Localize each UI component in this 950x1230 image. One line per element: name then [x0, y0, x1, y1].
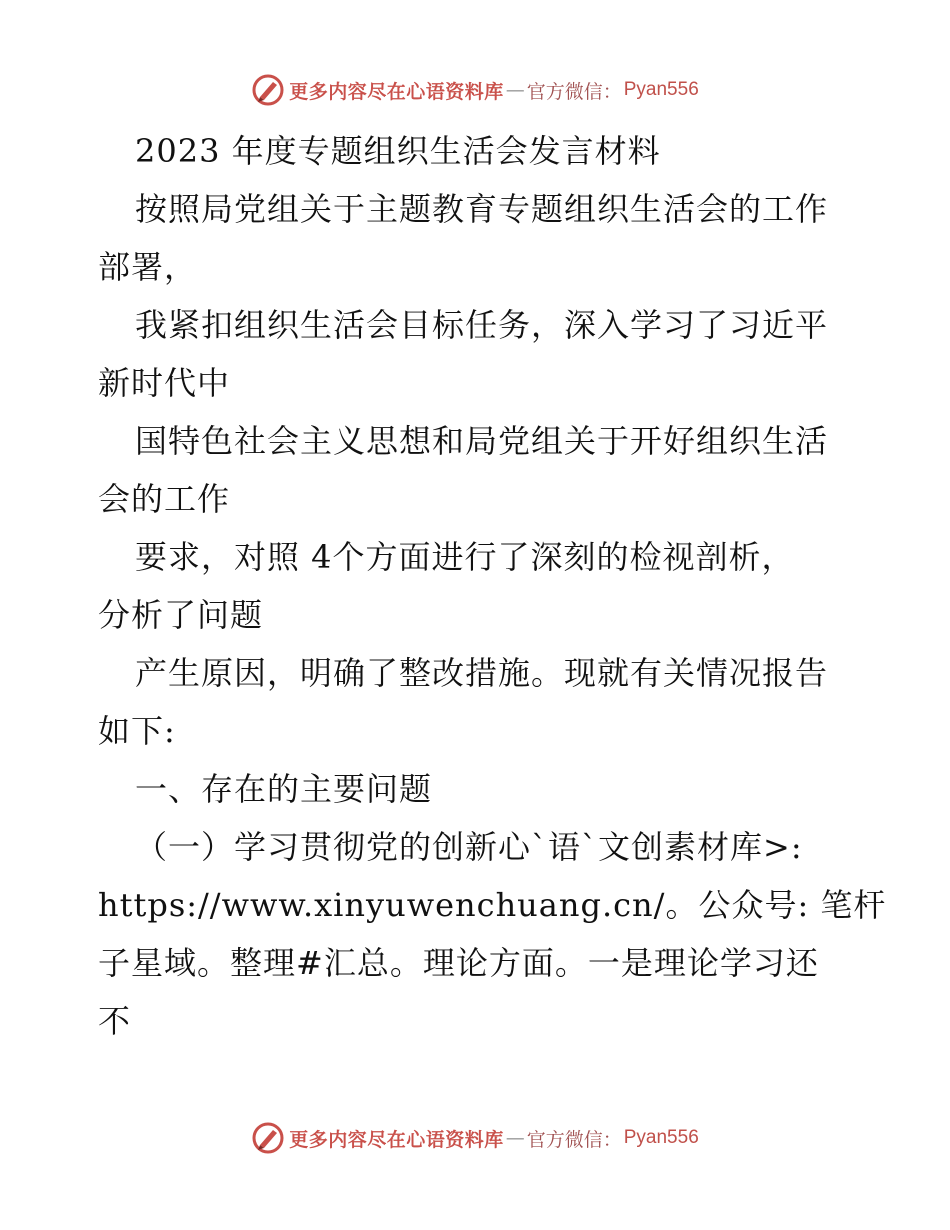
- paragraph-line: 不: [98, 1002, 132, 1040]
- document-body: [98, 122, 887, 1050]
- banner-dash: —: [505, 79, 525, 101]
- paragraph-line: 要求，对照 4个方面进行了深刻的检视剖析，: [135, 538, 795, 576]
- paragraph-line: 我紧扣组织生活会目标任务，深入学习了习近平: [135, 306, 829, 344]
- banner-wechat-label: 官方微信：: [526, 80, 622, 103]
- paragraph-line: 按照局党组关于主题教育专题组织生活会的工作: [135, 190, 829, 228]
- subsection-heading: （一）学习贯彻党的创新心`语`文创素材库>:: [135, 828, 803, 866]
- pen-logo-icon: [251, 1121, 285, 1155]
- section-heading: 一、存在的主要问题: [135, 770, 433, 808]
- header-banner: [0, 70, 950, 110]
- banner-dash: —: [505, 1127, 525, 1149]
- paragraph-line: 如下:: [98, 712, 176, 750]
- paragraph-line: https://www.xinyuwenchuang.cn/。公众号: 笔杆: [98, 886, 887, 924]
- banner-wechat-id: Pyan556: [623, 79, 699, 100]
- paragraph-line: 新时代中: [98, 364, 231, 402]
- paragraph-line: 子星域。整理#汇总。理论方面。一是理论学习还: [98, 944, 819, 982]
- paragraph-line: 部署，: [98, 248, 198, 286]
- banner-logo-text: 更多内容尽在心语资料库: [289, 1128, 504, 1151]
- paragraph-line: 产生原因，明确了整改措施。现就有关情况报告: [135, 654, 829, 692]
- footer-banner: [0, 1118, 950, 1158]
- document-title: 2023 年度专题组织生活会发言材料: [135, 132, 661, 170]
- banner-wechat-label: 官方微信：: [526, 1128, 622, 1151]
- banner-logo-text: 更多内容尽在心语资料库: [289, 80, 504, 103]
- banner-wechat-id: Pyan556: [623, 1127, 699, 1148]
- paragraph-line: 国特色社会主义思想和局党组关于开好组织生活: [135, 422, 829, 460]
- pen-logo-icon: [251, 73, 285, 107]
- paragraph-line: 会的工作: [98, 480, 231, 518]
- paragraph-line: 分析了问题: [98, 596, 264, 634]
